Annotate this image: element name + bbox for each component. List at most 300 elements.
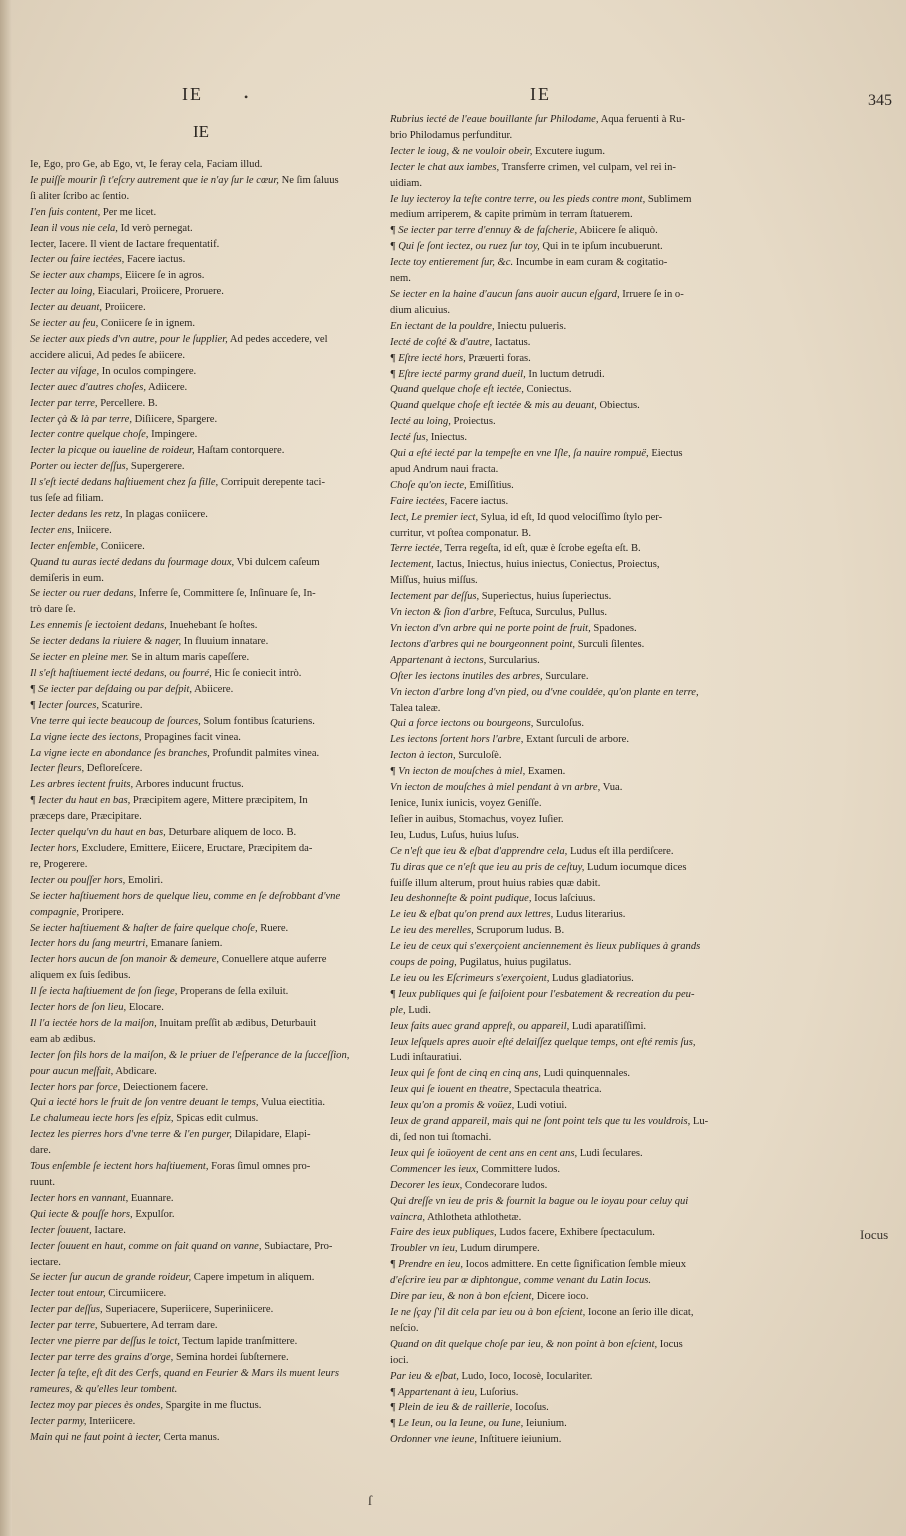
latin-gloss: Se in altum maris capeſſere. bbox=[128, 652, 250, 664]
dictionary-entry bbox=[30, 1064, 380, 1080]
french-phrase: ¶ Prendre en ieu, bbox=[390, 1259, 464, 1271]
french-phrase: ¶ Plein de ieu & de raillerie, bbox=[390, 1402, 513, 1414]
latin-gloss: Spargite in me fluctus. bbox=[162, 1399, 262, 1411]
french-phrase: Iecter çà & là par terre, bbox=[30, 413, 132, 425]
dictionary-entry bbox=[30, 1302, 380, 1318]
latin-gloss: Diſiicere, Spargere. bbox=[132, 413, 218, 425]
dictionary-entry bbox=[30, 1255, 380, 1271]
dictionary-entry bbox=[30, 952, 380, 968]
latin-gloss: Examen. bbox=[525, 766, 566, 778]
latin-gloss: Abdicare. bbox=[113, 1065, 157, 1077]
dictionary-entry bbox=[390, 367, 742, 383]
latin-gloss: Incumbe in eam curam & cogitatio- bbox=[513, 257, 668, 269]
french-phrase: compagnie, bbox=[30, 906, 80, 918]
latin-gloss: Qui in te ipſum incubuerunt. bbox=[539, 241, 663, 253]
french-phrase: Faire des ieux publiques, bbox=[390, 1227, 497, 1239]
french-phrase: La vigne iecte des iectons, bbox=[30, 731, 142, 743]
latin-gloss: In luctum detrudi. bbox=[525, 368, 605, 380]
french-phrase: d'eſcrire ieu par œ diphtongue, comme venant du Latin Iocus. bbox=[390, 1275, 652, 1287]
dictionary-entry bbox=[30, 1414, 380, 1430]
dictionary-entry bbox=[390, 573, 742, 589]
latin-gloss: Inferre ſe, Committere ſe, Inſinuare ſe, In- bbox=[136, 588, 316, 600]
french-phrase: Iecter quelqu'vn du haut en bas, bbox=[30, 827, 166, 839]
french-phrase: Le ieu de ceux qui s'exerçoient anciennement ès lieux publiques à grands bbox=[390, 941, 701, 953]
french-phrase: Le ieu des merelles, bbox=[390, 925, 474, 937]
latin-gloss: Obiectus. bbox=[596, 400, 640, 412]
dictionary-entry bbox=[30, 459, 380, 475]
dictionary-entry bbox=[390, 1082, 742, 1098]
latin-gloss: ioci. bbox=[390, 1354, 409, 1366]
dictionary-entry bbox=[30, 268, 380, 284]
french-phrase: Se iecter aux pieds d'vn autre, pour le ſupplier, bbox=[30, 333, 228, 345]
latin-gloss: Iactatus. bbox=[492, 336, 531, 348]
french-phrase: Iecter hors en vannant, bbox=[30, 1192, 129, 1204]
latin-gloss: uidiam. bbox=[390, 177, 423, 189]
running-head-mark: • bbox=[244, 90, 249, 104]
dictionary-entry bbox=[30, 1398, 380, 1414]
dictionary-entry bbox=[390, 1003, 742, 1019]
french-phrase: Vn iecton & ſion d'arbre, bbox=[390, 607, 497, 619]
french-phrase: Ieux qui ſe font de cinq en cinq ans, bbox=[390, 1068, 541, 1080]
dictionary-entry bbox=[390, 1130, 742, 1146]
latin-gloss: Facere iactus. bbox=[124, 254, 186, 266]
latin-gloss: ruunt. bbox=[30, 1177, 56, 1188]
dictionary-entry bbox=[30, 1095, 380, 1111]
french-phrase: Iectez moy par pieces ès ondes, bbox=[30, 1399, 163, 1411]
french-phrase: Ie ne ſçay ſ'il dit cela par ieu ou à bon eſcient, bbox=[390, 1306, 586, 1318]
french-phrase: ple, bbox=[390, 1004, 406, 1016]
latin-gloss: Subuertere, Ad terram dare. bbox=[97, 1320, 218, 1332]
latin-gloss: apud Andrum naui fracta. bbox=[390, 463, 499, 475]
french-phrase: Iecter au viſage, bbox=[30, 365, 100, 377]
latin-gloss: Defloreſcere. bbox=[84, 763, 143, 775]
latin-gloss: Conuellere atque auferre bbox=[219, 954, 327, 966]
dictionary-entry bbox=[390, 1210, 742, 1226]
latin-gloss: Præcipitem agere, Mittere præcipitem, In bbox=[130, 795, 308, 807]
running-head-left: IE bbox=[182, 84, 203, 104]
dictionary-entry bbox=[390, 1241, 742, 1257]
dictionary-entry bbox=[30, 1127, 380, 1143]
latin-gloss: accidere alicui, Ad pedes ſe abiicere. bbox=[30, 349, 185, 361]
french-phrase: Iecter ens, bbox=[30, 524, 75, 536]
french-phrase: Iecter hors de ſon lieu, bbox=[30, 1002, 127, 1014]
dictionary-entry bbox=[390, 796, 742, 812]
latin-gloss: In fluuium innatare. bbox=[181, 636, 269, 648]
dictionary-entry bbox=[30, 252, 380, 268]
latin-gloss: Ludum iocumque dices bbox=[584, 861, 687, 873]
latin-gloss: eam ab ædibus. bbox=[30, 1033, 96, 1045]
dictionary-entry bbox=[390, 1019, 742, 1035]
dictionary-entry bbox=[30, 1080, 380, 1096]
latin-gloss: Dilapidare, Elapi- bbox=[231, 1129, 311, 1141]
latin-gloss: medium arriperem, & capite primùm in terram ſtatuerem. bbox=[390, 209, 633, 221]
french-phrase: Ordonner vne ieune, bbox=[390, 1434, 477, 1446]
latin-gloss: Ruere. bbox=[257, 922, 289, 934]
dictionary-entry bbox=[30, 443, 380, 459]
dictionary-entry bbox=[30, 507, 380, 523]
dictionary-entry bbox=[390, 128, 742, 144]
latin-gloss: præceps dare, Præcipitare. bbox=[30, 811, 142, 823]
dictionary-entry bbox=[390, 398, 742, 414]
latin-gloss: Ieu, Ludus, Luſus, huius luſus. bbox=[390, 829, 519, 841]
dictionary-entry bbox=[390, 1162, 742, 1178]
dictionary-entry bbox=[390, 207, 742, 223]
dictionary-entry bbox=[30, 475, 380, 491]
left-column bbox=[30, 157, 380, 1445]
dictionary-entry bbox=[390, 732, 742, 748]
french-phrase: Il l'a iectée hors de la maiſon, bbox=[30, 1017, 157, 1029]
latin-gloss: Iactus, Iniectus, huius iniectus, Coniectus, Proiectus, bbox=[433, 559, 660, 571]
latin-gloss: Surcularius. bbox=[486, 654, 540, 666]
catchword: Iocus bbox=[860, 1227, 889, 1242]
latin-gloss: Ludus gladiatorius. bbox=[549, 972, 634, 984]
latin-gloss: Eiicere ſe in agros. bbox=[122, 270, 205, 282]
french-phrase: Porter ou iecter deſſus, bbox=[30, 461, 129, 473]
french-phrase: ¶ Se iecter par deſdaing ou par deſpit, bbox=[30, 683, 193, 695]
latin-gloss: nem. bbox=[390, 273, 411, 285]
dictionary-entry bbox=[390, 1050, 742, 1066]
latin-gloss: Superiectus, huius ſuperiectus. bbox=[479, 591, 612, 603]
latin-gloss: Scaturire. bbox=[98, 699, 143, 711]
dictionary-entry bbox=[390, 239, 742, 255]
dictionary-entry bbox=[390, 1337, 742, 1353]
dictionary-entry bbox=[390, 319, 742, 335]
dictionary-entry bbox=[390, 748, 742, 764]
dictionary-entry bbox=[30, 650, 380, 666]
latin-gloss: Extant ſurculi de arbore. bbox=[523, 734, 630, 746]
latin-gloss: Ludi aparatiſſimi. bbox=[569, 1020, 647, 1032]
french-phrase: Iecter hors, bbox=[30, 842, 79, 854]
latin-gloss: Surculoſè. bbox=[455, 750, 502, 762]
dictionary-entry bbox=[390, 287, 742, 303]
latin-gloss: Elocare. bbox=[126, 1002, 164, 1014]
latin-gloss: Ne ſim ſaluus bbox=[278, 174, 339, 186]
french-phrase: Quand quelque choſe eſt iectée & mis au deuant, bbox=[390, 400, 597, 412]
latin-gloss: Miſſus, huius miſſus. bbox=[390, 575, 478, 587]
dictionary-entry bbox=[30, 1382, 380, 1398]
latin-gloss: dium alicuius. bbox=[390, 304, 451, 316]
dictionary-entry bbox=[30, 1111, 380, 1127]
french-phrase: I'en ſuis content, bbox=[30, 206, 101, 218]
french-phrase: Ieux qui ſe ioüoyent de cent ans en cent ans, bbox=[390, 1147, 578, 1159]
latin-gloss: Surculare. bbox=[542, 670, 589, 682]
french-phrase: Ieux qu'on a promis & voüez, bbox=[390, 1100, 515, 1112]
french-phrase: Ce n'eſt que ieu & eſbat d'apprendre cela, bbox=[390, 845, 568, 857]
dictionary-entry bbox=[30, 300, 380, 316]
dictionary-entry bbox=[390, 223, 742, 239]
french-phrase: Iecter ſouuent, bbox=[30, 1224, 92, 1236]
latin-gloss: Iocone an ſerio ille dicat, bbox=[585, 1306, 694, 1318]
french-phrase: Iean il vous nie cela, bbox=[30, 222, 118, 234]
latin-gloss: Facere iactus. bbox=[447, 495, 509, 507]
latin-gloss: Iocus bbox=[657, 1338, 683, 1350]
latin-gloss: Arbores inducunt fructus. bbox=[133, 779, 244, 791]
french-phrase: Iecter ſa teſte, eſt dit des Cerfs, quand en Feurier & Mars ils muent leurs bbox=[30, 1367, 339, 1379]
dictionary-entry bbox=[30, 873, 380, 889]
dictionary-entry bbox=[30, 1366, 380, 1382]
latin-gloss: Ieſier in auibus, Stomachus, voyez Iuſier. bbox=[390, 813, 564, 825]
dictionary-entry bbox=[30, 841, 380, 857]
french-phrase: Il s'eſt haſtiuement iecté dedans, ou fourré, bbox=[30, 668, 212, 679]
french-phrase: Se iecter en pleine mer. bbox=[30, 652, 129, 664]
dictionary-entry bbox=[390, 446, 742, 462]
dictionary-entry bbox=[390, 621, 742, 637]
dictionary-entry bbox=[30, 1207, 380, 1223]
dictionary-entry bbox=[30, 1191, 380, 1207]
latin-gloss: Abiicere. bbox=[192, 683, 234, 695]
dictionary-entry bbox=[390, 1035, 742, 1051]
latin-gloss: Id verò pernegat. bbox=[117, 222, 193, 234]
dictionary-entry bbox=[30, 682, 380, 698]
french-phrase: Ie puiſſe mourir ſi t'eſcry autrement que ie n'ay ſur le cœur, bbox=[30, 174, 279, 186]
dictionary-entry bbox=[30, 730, 380, 746]
latin-gloss: Ludi quinquennales. bbox=[540, 1068, 631, 1080]
dictionary-entry bbox=[390, 1257, 742, 1273]
french-phrase: Commencer les ieux, bbox=[390, 1163, 479, 1175]
dictionary-entry bbox=[30, 1286, 380, 1302]
french-phrase: Tu diras que ce n'eſt que ieu au pris de ceſtuy, bbox=[390, 861, 585, 873]
latin-gloss: Spadones. bbox=[590, 623, 637, 634]
dictionary-entry bbox=[390, 876, 742, 892]
latin-gloss: Corripuit derepente taci- bbox=[218, 477, 325, 489]
latin-gloss: Vua. bbox=[600, 782, 623, 794]
dictionary-entry bbox=[30, 857, 380, 873]
latin-gloss: Coniicere ſe in ignem. bbox=[98, 318, 196, 330]
latin-gloss: Interiicere. bbox=[86, 1415, 136, 1427]
latin-gloss: Terra regeſta, id eſt, quæ è ſcrobe egeſta eſt. B. bbox=[442, 543, 641, 555]
french-phrase: vaincra, bbox=[390, 1211, 426, 1223]
french-phrase: Faire iectées, bbox=[390, 495, 448, 507]
section-heading: IE bbox=[193, 122, 210, 141]
french-phrase: Iecter contre quelque choſe, bbox=[30, 429, 149, 441]
latin-gloss: Luſorius. bbox=[477, 1386, 519, 1398]
dictionary-entry bbox=[390, 844, 742, 860]
dictionary-entry bbox=[30, 364, 380, 380]
french-phrase: La vigne iecte en abondance ſes branches, bbox=[30, 747, 210, 759]
dictionary-entry bbox=[390, 971, 742, 987]
latin-gloss: Ienice, Iunix iunicis, voyez Geniſſe. bbox=[390, 797, 542, 809]
french-phrase: Ieux de grand appareil, mais qui ne ſont point tels que tu les vouldrois, bbox=[390, 1116, 691, 1128]
dictionary-entry bbox=[30, 921, 380, 937]
latin-gloss: Inuitam preſſit ab ædibus, Deturbauit bbox=[156, 1017, 317, 1029]
dictionary-entry bbox=[30, 237, 380, 253]
latin-gloss: Ludum dirumpere. bbox=[457, 1243, 540, 1255]
latin-gloss: ſi aliter ſcribo ac ſentio. bbox=[30, 190, 130, 202]
latin-gloss: Ad pedes accedere, vel bbox=[227, 333, 328, 345]
dictionary-entry bbox=[390, 605, 742, 621]
french-phrase: Tous enſemble ſe iectent hors haſtiuement, bbox=[30, 1161, 209, 1173]
latin-gloss: Sylua, id eſt, Id quod velociſſimo ſtylo per- bbox=[478, 511, 663, 523]
latin-gloss: Circumiicere. bbox=[105, 1288, 167, 1300]
latin-gloss: Subiactare, Pro- bbox=[261, 1240, 333, 1252]
dictionary-entry bbox=[30, 1318, 380, 1334]
dictionary-entry bbox=[30, 746, 380, 762]
dictionary-entry bbox=[30, 809, 380, 825]
french-phrase: Oſter les iectons inutiles des arbres, bbox=[390, 670, 543, 682]
dictionary-entry bbox=[30, 157, 380, 173]
latin-gloss: re, Progerere. bbox=[30, 858, 88, 870]
french-phrase: Iecter dedans les retz, bbox=[30, 508, 123, 520]
latin-gloss: Haſtam contorquere. bbox=[194, 445, 285, 457]
french-phrase: Appartenant à iectons, bbox=[390, 654, 487, 666]
latin-gloss: Profundit palmites vinea. bbox=[209, 747, 320, 759]
french-phrase: Quand tu auras iecté dedans du fourmage doux, bbox=[30, 556, 235, 568]
latin-gloss: Foras ſimul omnes pro- bbox=[208, 1161, 311, 1173]
latin-gloss: Spicas edit culmus. bbox=[173, 1113, 259, 1125]
page-number: 345 bbox=[868, 92, 892, 109]
dictionary-entry bbox=[30, 1159, 380, 1175]
latin-gloss: Vbi dulcem caſeum bbox=[234, 556, 320, 568]
latin-gloss: Emiſſitius. bbox=[466, 479, 514, 491]
dictionary-entry bbox=[390, 812, 742, 828]
latin-gloss: Scruporum ludus. B. bbox=[473, 925, 565, 937]
french-phrase: Se iecter en la haine d'aucun ſans auoir aucun eſgard, bbox=[390, 288, 620, 300]
latin-gloss: Inuehebant ſe hoſtes. bbox=[166, 620, 258, 632]
latin-gloss: Ludi ſeculares. bbox=[577, 1147, 643, 1159]
dictionary-entry bbox=[390, 923, 742, 939]
french-phrase: Iecter par deſſus, bbox=[30, 1304, 103, 1316]
latin-gloss: Ludi. bbox=[405, 1004, 431, 1016]
french-phrase: Le chalumeau iecte hors ſes eſpiz, bbox=[30, 1113, 174, 1125]
latin-gloss: Propagines facit vinea. bbox=[141, 731, 241, 743]
latin-gloss: Transferre crimen, vel culpam, vel rei in- bbox=[499, 161, 676, 173]
dictionary-entry bbox=[390, 1416, 742, 1432]
dictionary-entry bbox=[390, 112, 742, 128]
latin-gloss: Proripere. bbox=[79, 906, 124, 918]
dictionary-entry bbox=[30, 1016, 380, 1032]
french-phrase: Quand on dit quelque choſe par ieu, & non point à bon eſcient, bbox=[390, 1338, 658, 1350]
latin-gloss: In oculos compingere. bbox=[99, 365, 197, 377]
latin-gloss: Dicere ioco. bbox=[534, 1291, 589, 1303]
latin-gloss: Coniectus. bbox=[523, 384, 572, 396]
french-phrase: Iecter ou faire iectées, bbox=[30, 254, 125, 266]
dictionary-entry bbox=[30, 698, 380, 714]
french-phrase: coups de poing, bbox=[390, 957, 457, 969]
dictionary-entry bbox=[30, 618, 380, 634]
dictionary-entry bbox=[390, 1146, 742, 1162]
dictionary-entry bbox=[30, 1143, 380, 1159]
french-phrase: Iecter par terre des grains d'orge, bbox=[30, 1351, 174, 1363]
dictionary-entry bbox=[390, 1273, 742, 1289]
latin-gloss: Spectacula theatrica. bbox=[511, 1084, 602, 1096]
dictionary-entry bbox=[390, 541, 742, 557]
french-phrase: Iecter hors du ſang meurtri, bbox=[30, 938, 148, 950]
latin-gloss: Coniicere. bbox=[98, 540, 145, 552]
dictionary-entry bbox=[390, 478, 742, 494]
french-phrase: Se iecter aux champs, bbox=[30, 270, 123, 282]
french-phrase: ¶ Eſtre iecté hors, bbox=[390, 352, 466, 364]
dictionary-entry bbox=[30, 1430, 380, 1446]
dictionary-entry bbox=[390, 764, 742, 780]
dictionary-entry bbox=[30, 491, 380, 507]
dictionary-entry bbox=[390, 1098, 742, 1114]
dictionary-entry bbox=[390, 860, 742, 876]
french-phrase: ¶ Iecter ſources, bbox=[30, 699, 99, 711]
dictionary-entry bbox=[390, 255, 742, 271]
dictionary-entry bbox=[390, 494, 742, 510]
french-phrase: Qui dreſſe vn ieu de pris & fournit la bague ou le ioyau pour celuy qui bbox=[390, 1195, 689, 1207]
dictionary-entry bbox=[390, 1225, 742, 1241]
french-phrase: Iecter vne pierre par deſſus le toict, bbox=[30, 1336, 180, 1348]
french-phrase: Il s'eſt iecté dedans haſtiuement chez ſa fille, bbox=[30, 477, 219, 489]
dictionary-entry bbox=[30, 1048, 380, 1064]
latin-gloss: Deturbare aliquem de loco. B. bbox=[165, 827, 297, 839]
french-phrase: Main qui ne faut point à iecter, bbox=[30, 1431, 161, 1443]
dictionary-entry bbox=[390, 685, 742, 701]
french-phrase: Les arbres iectent fruits, bbox=[30, 779, 134, 791]
dictionary-entry bbox=[390, 430, 742, 446]
latin-gloss: Proiicere. bbox=[102, 302, 146, 314]
latin-gloss: tus ſeſe ad filiam. bbox=[30, 493, 104, 505]
french-phrase: rameures, & qu'elles leur tombent. bbox=[30, 1383, 178, 1395]
french-phrase: Iecté de coſté & d'autre, bbox=[390, 336, 493, 348]
latin-gloss: fuiſſe illum alterum, prout huius rabies quæ dabit. bbox=[390, 877, 601, 889]
latin-gloss: Aqua feruenti à Ru- bbox=[598, 114, 686, 125]
latin-gloss: Excludere, Emittere, Eiicere, Eructare, Præcipitem da- bbox=[78, 842, 313, 854]
latin-gloss: Properans de ſella exiluit. bbox=[177, 986, 289, 998]
dictionary-entry bbox=[30, 905, 380, 921]
french-phrase: Ieux faits auec grand appreſt, ou appareil, bbox=[390, 1020, 570, 1032]
latin-gloss: Certa manus. bbox=[160, 1431, 220, 1443]
latin-gloss: Ieiunium. bbox=[523, 1418, 567, 1430]
latin-gloss: Euannare. bbox=[128, 1192, 174, 1204]
french-phrase: Vn iecton de mouſches à miel pendant à vn arbre, bbox=[390, 782, 601, 794]
latin-gloss: Semina hordei ſubſternere. bbox=[173, 1351, 289, 1363]
french-phrase: Iectement par deſſus, bbox=[390, 591, 480, 603]
latin-gloss: di, ſed non tui ſtomachi. bbox=[390, 1132, 492, 1143]
french-phrase: Iecter par terre, bbox=[30, 1320, 98, 1332]
latin-gloss: Iniicere. bbox=[74, 524, 112, 536]
dictionary-entry bbox=[30, 1270, 380, 1286]
dictionary-entry bbox=[390, 669, 742, 685]
latin-gloss: Ludos facere, Exhibere ſpectaculum. bbox=[496, 1227, 655, 1239]
latin-gloss: Lu- bbox=[690, 1116, 709, 1128]
dictionary-entry bbox=[390, 176, 742, 192]
dictionary-entry bbox=[30, 205, 380, 221]
french-phrase: Le ieu ou les Eſcrimeurs s'exerçoient, bbox=[390, 972, 550, 984]
french-phrase: Iecter au deuant, bbox=[30, 302, 103, 314]
dictionary-entry bbox=[30, 284, 380, 300]
french-phrase: Iectons d'arbres qui ne bourgeonnent point, bbox=[390, 638, 576, 650]
french-phrase: Le ieu & eſbat qu'on prend aux lettres, bbox=[390, 909, 554, 921]
french-phrase: Qui iecte & pouſſe hors, bbox=[30, 1208, 133, 1220]
dictionary-entry bbox=[390, 1178, 742, 1194]
dictionary-entry bbox=[390, 1289, 742, 1305]
dictionary-entry bbox=[390, 351, 742, 367]
dictionary-entry bbox=[30, 316, 380, 332]
latin-gloss: Capere impetum in aliquem. bbox=[191, 1272, 315, 1284]
dictionary-entry bbox=[30, 586, 380, 602]
french-phrase: Ieu deshonneſte & point pudique, bbox=[390, 893, 532, 905]
french-phrase: Iecter enſemble, bbox=[30, 540, 99, 552]
french-phrase: Rubrius iecté de l'eaue bouillante ſur Philodame, bbox=[390, 114, 599, 125]
latin-gloss: dare. bbox=[30, 1145, 51, 1157]
dictionary-entry bbox=[30, 555, 380, 571]
latin-gloss: Supergerere. bbox=[128, 461, 185, 473]
french-phrase: ¶ Iecter du haut en bas, bbox=[30, 795, 131, 807]
dictionary-entry bbox=[390, 653, 742, 669]
latin-gloss: Proiectus. bbox=[450, 416, 496, 428]
dictionary-entry bbox=[390, 828, 742, 844]
dictionary-entry bbox=[390, 557, 742, 573]
latin-gloss: In plagas coniicere. bbox=[122, 508, 208, 520]
dictionary-entry bbox=[390, 1321, 742, 1337]
dictionary-entry bbox=[390, 1066, 742, 1082]
latin-gloss: Excutere iugum. bbox=[532, 145, 606, 157]
latin-gloss: Emoliri. bbox=[125, 874, 164, 886]
latin-gloss: Committere ludos. bbox=[478, 1163, 561, 1175]
dictionary-entry bbox=[30, 332, 380, 348]
